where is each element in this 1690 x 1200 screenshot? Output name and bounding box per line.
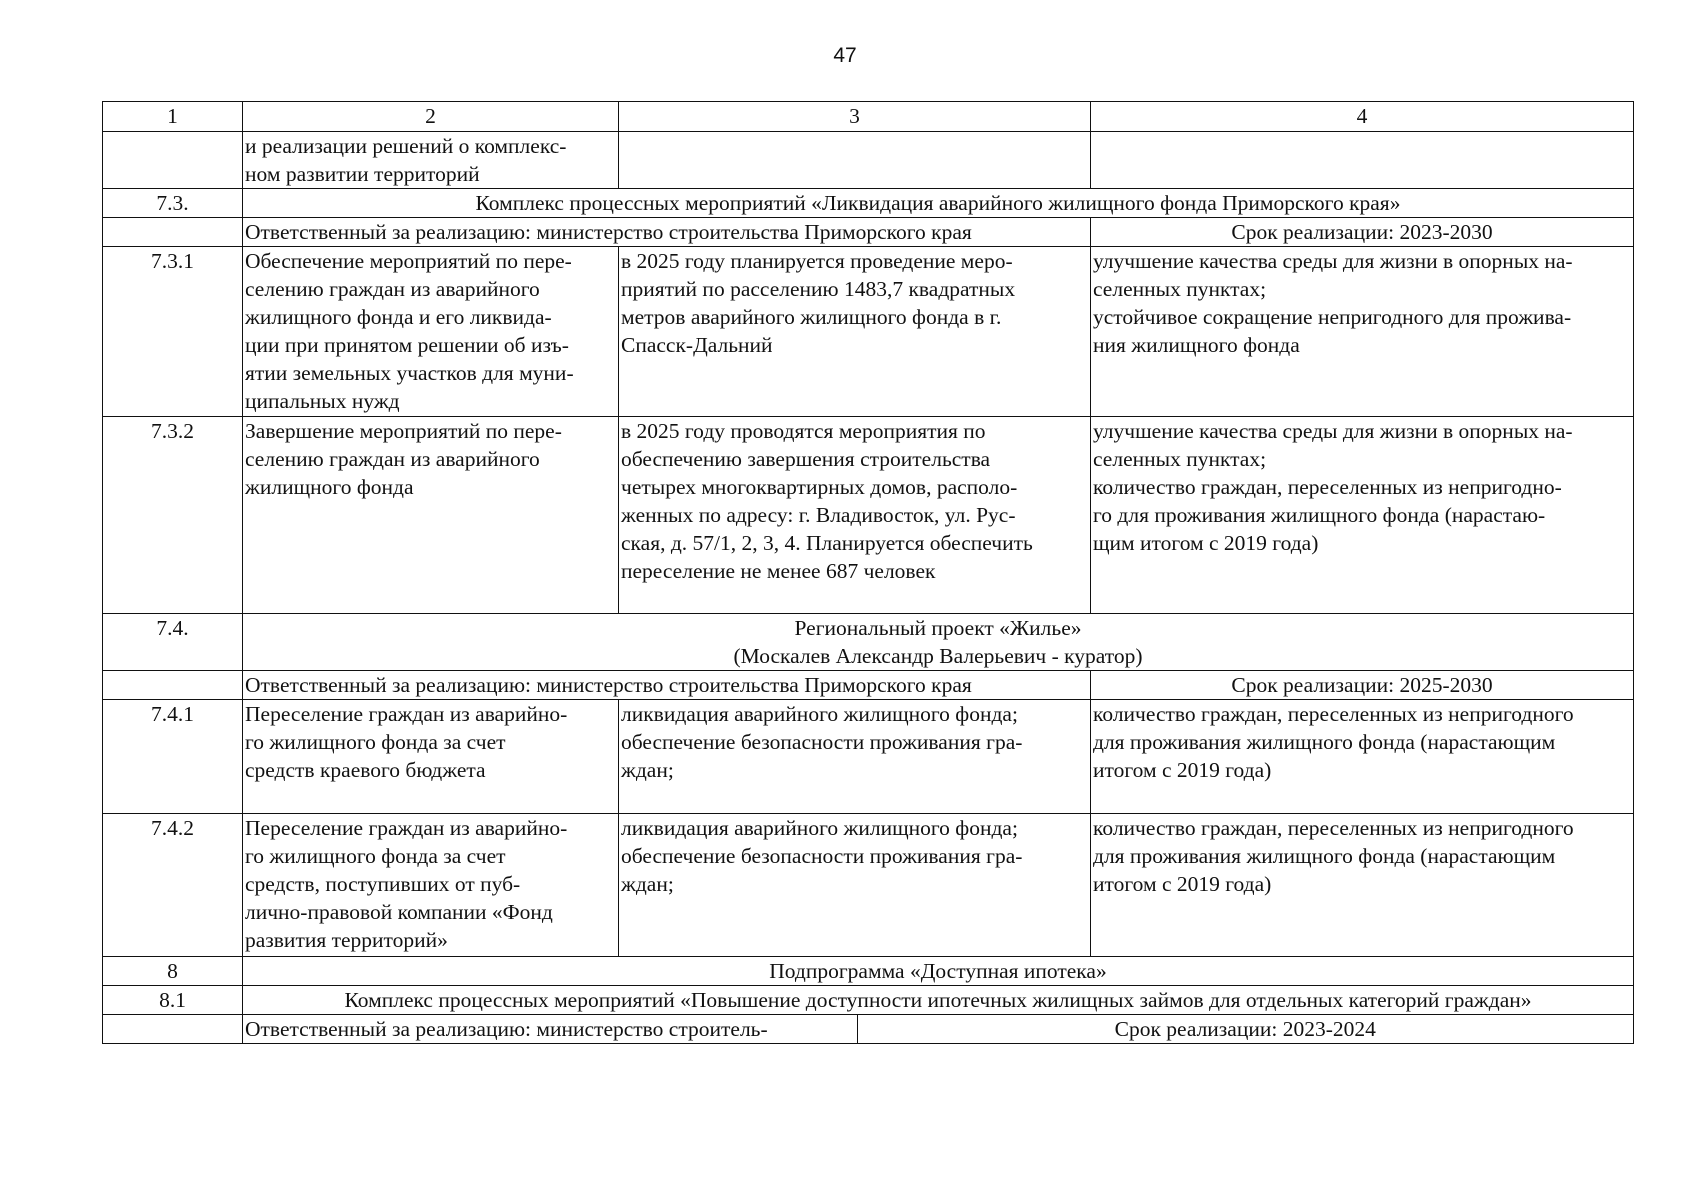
table-row <box>103 700 1634 814</box>
text-line: жилищного фонда и его ликвида- <box>245 305 552 329</box>
measure-description <box>619 417 1091 614</box>
table-row <box>103 132 1634 189</box>
responsible-row <box>103 671 1634 700</box>
measure-name <box>243 417 619 614</box>
measure-result <box>1091 814 1634 957</box>
row-number: 7.4. <box>103 614 243 671</box>
text-line: Спасск-Дальний <box>621 333 773 357</box>
section-title: Комплекс процессных мероприятий «Ликвидация аварийного жилищного фонда Приморского края» <box>243 189 1634 218</box>
section-title <box>243 614 1634 671</box>
responsible-row <box>103 218 1634 247</box>
text-line: переселение не менее 687 человек <box>621 559 936 583</box>
text-line: го для проживания жилищного фонда (нарастаю- <box>1093 503 1546 527</box>
text-line: развития территорий» <box>245 928 448 952</box>
text-line: ликвидация аварийного жилищного фонда; <box>621 702 1018 726</box>
text-line: средств, поступивших от пуб- <box>245 872 521 896</box>
measure-result <box>1091 247 1634 417</box>
text-line: количество граждан, переселенных из непригодного <box>1093 816 1574 840</box>
text-line: четырех многоквартирных домов, располо- <box>621 475 1018 499</box>
text-line: лично-правовой компании «Фонд <box>245 900 553 924</box>
header-col-3: 3 <box>619 102 1091 132</box>
text-line: обеспечение безопасности проживания гра- <box>621 844 1023 868</box>
text-line: (Москалев Александр Валерьевич - куратор) <box>733 644 1143 668</box>
text-line: количество граждан, переселенных из непригодно- <box>1093 475 1562 499</box>
text-line: щим итогом с 2019 года) <box>1093 531 1319 555</box>
empty-number-cell <box>103 218 243 247</box>
section-row-7-3 <box>103 189 1634 218</box>
measure-result <box>1091 417 1634 614</box>
measure-result <box>1091 700 1634 814</box>
measure-name <box>243 814 619 957</box>
text-line: обеспечению завершения строительства <box>621 447 991 471</box>
text-line: ждан; <box>621 758 674 782</box>
row-number <box>103 132 243 189</box>
text-line: устойчивое сокращение непригодного для прожива- <box>1093 305 1572 329</box>
text-line: ципальных нужд <box>245 389 400 413</box>
text-line: селенных пунктах; <box>1093 277 1267 301</box>
text-line: Обеспечение мероприятий по пере- <box>245 249 572 273</box>
responsible-term-split <box>243 1015 1633 1043</box>
text-line: для проживания жилищного фонда (нарастающим <box>1093 730 1556 754</box>
text-line: количество граждан, переселенных из непригодного <box>1093 702 1574 726</box>
row-number: 8 <box>103 957 243 986</box>
text-line: Переселение граждан из аварийно- <box>245 702 568 726</box>
term-text: Срок реализации: 2023-2030 <box>1091 218 1634 247</box>
table-header-row <box>103 102 1634 132</box>
text-line: селению граждан из аварийного <box>245 447 540 471</box>
empty-number-cell <box>103 1015 243 1044</box>
section-title: Комплекс процессных мероприятий «Повышение доступности ипотечных жилищных займов для отдельных категорий граждан» <box>243 986 1634 1015</box>
header-col-4: 4 <box>1091 102 1634 132</box>
section-row-8-1 <box>103 986 1634 1015</box>
text-line: ном развитии территорий <box>245 162 480 186</box>
responsible-text: Ответственный за реализацию: министерство строитель- <box>245 1017 768 1041</box>
text-line: селенных пунктах; <box>1093 447 1267 471</box>
row-number: 7.3.1 <box>103 247 243 417</box>
text-line: ятии земельных участков для муни- <box>245 361 574 385</box>
text-line: женных по адресу: г. Владивосток, ул. Рус- <box>621 503 1016 527</box>
text-line: обеспечение безопасности проживания гра- <box>621 730 1023 754</box>
text-line: ликвидация аварийного жилищного фонда; <box>621 816 1018 840</box>
text-line: и реализации решений о комплекс- <box>245 134 567 158</box>
text-line: улучшение качества среды для жизни в опорных на- <box>1093 419 1573 443</box>
text-line: го жилищного фонда за счет <box>245 844 506 868</box>
row-number: 7.4.1 <box>103 700 243 814</box>
measure-name <box>243 132 619 189</box>
section-row-7-4 <box>103 614 1634 671</box>
text-line: ции при принятом решении об изъ- <box>245 333 569 357</box>
row-number: 7.3.2 <box>103 417 243 614</box>
header-col-1: 1 <box>103 102 243 132</box>
text-line: ская, д. 57/1, 2, 3, 4. Планируется обеспечить <box>621 531 1033 555</box>
text-line: в 2025 году проводятся мероприятия по <box>621 419 986 443</box>
header-col-2: 2 <box>243 102 619 132</box>
text-line: средств краевого бюджета <box>245 758 486 782</box>
measure-description <box>619 814 1091 957</box>
row-number: 7.3. <box>103 189 243 218</box>
section-title: Подпрограмма «Доступная ипотека» <box>243 957 1634 986</box>
measure-result <box>1091 132 1634 189</box>
responsible-text: Ответственный за реализацию: министерство строительства Приморского края <box>243 218 1091 247</box>
text-line: итогом с 2019 года) <box>1093 758 1272 782</box>
section-row-8 <box>103 957 1634 986</box>
table-row <box>103 814 1634 957</box>
text-line: жилищного фонда <box>245 475 414 499</box>
table-row <box>103 417 1634 614</box>
text-line: селению граждан из аварийного <box>245 277 540 301</box>
text-line: итогом с 2019 года) <box>1093 872 1272 896</box>
term-text: Срок реализации: 2023-2024 <box>857 1015 1633 1043</box>
term-text: Срок реализации: 2025-2030 <box>1091 671 1634 700</box>
text-line: ния жилищного фонда <box>1093 333 1300 357</box>
text-line: Завершение мероприятий по пере- <box>245 419 562 443</box>
empty-number-cell <box>103 671 243 700</box>
responsible-term-cell <box>243 1015 1634 1044</box>
text-line: улучшение качества среды для жизни в опорных на- <box>1093 249 1573 273</box>
text-line: для проживания жилищного фонда (нарастающим <box>1093 844 1556 868</box>
text-line: метров аварийного жилищного фонда в г. <box>621 305 1002 329</box>
page-number: 47 <box>833 44 857 67</box>
text-line: го жилищного фонда за счет <box>245 730 506 754</box>
table-row <box>103 247 1634 417</box>
text-line: Региональный проект «Жилье» <box>794 616 1082 640</box>
responsible-text: Ответственный за реализацию: министерство строительства Приморского края <box>243 671 1091 700</box>
measure-description <box>619 132 1091 189</box>
text-line: Переселение граждан из аварийно- <box>245 816 568 840</box>
row-number: 7.4.2 <box>103 814 243 957</box>
text-line: в 2025 году планируется проведение меро- <box>621 249 1013 273</box>
program-table <box>102 101 1634 1044</box>
row-number: 8.1 <box>103 986 243 1015</box>
measure-description <box>619 700 1091 814</box>
measure-name <box>243 700 619 814</box>
responsible-row <box>103 1015 1634 1044</box>
text-line: приятий по расселению 1483,7 квадратных <box>621 277 1016 301</box>
text-line: ждан; <box>621 872 674 896</box>
measure-name <box>243 247 619 417</box>
measure-description <box>619 247 1091 417</box>
